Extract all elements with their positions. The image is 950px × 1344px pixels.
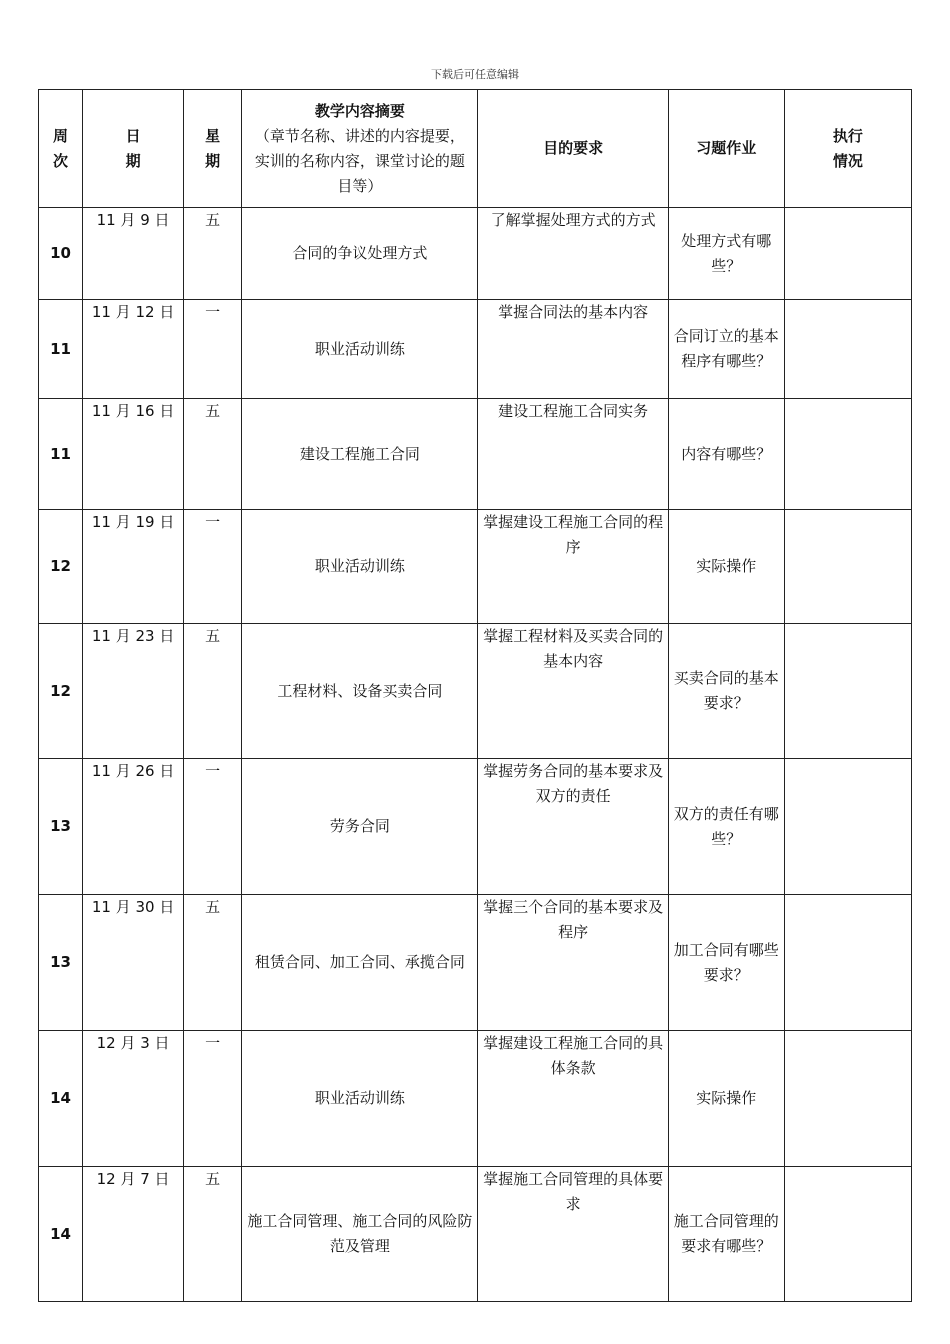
cell-week: 12 bbox=[39, 510, 83, 624]
cell-goal: 掌握施工合同管理的具体要求 bbox=[478, 1167, 668, 1302]
cell-homework: 合同订立的基本程序有哪些？ bbox=[668, 300, 784, 399]
cell-week: 14 bbox=[39, 1167, 83, 1302]
cell-exec bbox=[784, 208, 911, 300]
cell-day: 五 bbox=[184, 1167, 242, 1302]
cell-content: 职业活动训练 bbox=[242, 300, 478, 399]
cell-content: 建设工程施工合同 bbox=[242, 399, 478, 510]
cell-day: 一 bbox=[184, 1031, 242, 1167]
header-content-title: 教学内容摘要 bbox=[314, 101, 405, 120]
table-row bbox=[39, 895, 912, 1031]
header-day: 星 期 bbox=[184, 90, 242, 208]
header-exec: 执行 情况 bbox=[784, 90, 911, 208]
cell-date: 11 月 19 日 bbox=[83, 510, 184, 624]
cell-week: 11 bbox=[39, 399, 83, 510]
cell-day: 五 bbox=[184, 399, 242, 510]
cell-week: 13 bbox=[39, 895, 83, 1031]
cell-homework: 处理方式有哪些？ bbox=[668, 208, 784, 300]
cell-day: 五 bbox=[184, 208, 242, 300]
cell-date: 11 月 12 日 bbox=[83, 300, 184, 399]
cell-date: 11 月 30 日 bbox=[83, 895, 184, 1031]
cell-date: 11 月 9 日 bbox=[83, 208, 184, 300]
cell-goal: 掌握合同法的基本内容 bbox=[478, 300, 668, 399]
cell-homework: 实际操作 bbox=[668, 510, 784, 624]
table-row bbox=[39, 208, 912, 300]
cell-exec bbox=[784, 1167, 911, 1302]
cell-homework: 内容有哪些？ bbox=[668, 399, 784, 510]
cell-homework: 施工合同管理的要求有哪些？ bbox=[668, 1167, 784, 1302]
header-content bbox=[242, 90, 478, 208]
cell-goal: 掌握三个合同的基本要求及程序 bbox=[478, 895, 668, 1031]
cell-content: 职业活动训练 bbox=[242, 1031, 478, 1167]
cell-day: 一 bbox=[184, 300, 242, 399]
cell-content: 工程材料、设备买卖合同 bbox=[242, 624, 478, 759]
cell-content: 施工合同管理、施工合同的风险防范及管理 bbox=[242, 1167, 478, 1302]
cell-day: 五 bbox=[184, 624, 242, 759]
header-date: 日 期 bbox=[83, 90, 184, 208]
cell-day: 一 bbox=[184, 510, 242, 624]
cell-exec bbox=[784, 759, 911, 895]
cell-content: 合同的争议处理方式 bbox=[242, 208, 478, 300]
header-homework: 习题作业 bbox=[668, 90, 784, 208]
table-row bbox=[39, 300, 912, 399]
teaching-schedule-table bbox=[38, 89, 912, 1302]
cell-day: 一 bbox=[184, 759, 242, 895]
cell-exec bbox=[784, 399, 911, 510]
cell-date: 11 月 23 日 bbox=[83, 624, 184, 759]
cell-week: 12 bbox=[39, 624, 83, 759]
cell-exec bbox=[784, 510, 911, 624]
cell-week: 14 bbox=[39, 1031, 83, 1167]
cell-homework: 买卖合同的基本要求？ bbox=[668, 624, 784, 759]
cell-week: 11 bbox=[39, 300, 83, 399]
cell-exec bbox=[784, 1031, 911, 1167]
table-row bbox=[39, 399, 912, 510]
header-row bbox=[39, 90, 912, 208]
cell-date: 11 月 16 日 bbox=[83, 399, 184, 510]
cell-homework: 实际操作 bbox=[668, 1031, 784, 1167]
cell-homework: 加工合同有哪些要求？ bbox=[668, 895, 784, 1031]
cell-date: 11 月 26 日 bbox=[83, 759, 184, 895]
cell-goal: 建设工程施工合同实务 bbox=[478, 399, 668, 510]
watermark-text: 下载后可任意编辑 bbox=[431, 68, 519, 81]
table-row bbox=[39, 1167, 912, 1302]
cell-content: 租赁合同、加工合同、承揽合同 bbox=[242, 895, 478, 1031]
cell-goal: 掌握劳务合同的基本要求及双方的责任 bbox=[478, 759, 668, 895]
table-row bbox=[39, 510, 912, 624]
table-row bbox=[39, 624, 912, 759]
cell-day: 五 bbox=[184, 895, 242, 1031]
header-goal: 目的要求 bbox=[478, 90, 668, 208]
header-week: 周 次 bbox=[39, 90, 83, 208]
cell-week: 10 bbox=[39, 208, 83, 300]
cell-homework: 双方的责任有哪些？ bbox=[668, 759, 784, 895]
cell-goal: 掌握工程材料及买卖合同的基本内容 bbox=[478, 624, 668, 759]
cell-exec bbox=[784, 300, 911, 399]
cell-date: 12 月 7 日 bbox=[83, 1167, 184, 1302]
cell-content: 劳务合同 bbox=[242, 759, 478, 895]
table-row bbox=[39, 759, 912, 895]
cell-goal: 了解掌握处理方式的方式 bbox=[478, 208, 668, 300]
cell-exec bbox=[784, 895, 911, 1031]
header-content-subtitle: （章节名称、讲述的内容提要，实训的名称内容，课堂讨论的题目等） bbox=[254, 126, 465, 195]
cell-goal: 掌握建设工程施工合同的具体条款 bbox=[478, 1031, 668, 1167]
cell-exec bbox=[784, 624, 911, 759]
cell-date: 12 月 3 日 bbox=[83, 1031, 184, 1167]
cell-goal: 掌握建设工程施工合同的程序 bbox=[478, 510, 668, 624]
cell-content: 职业活动训练 bbox=[242, 510, 478, 624]
cell-week: 13 bbox=[39, 759, 83, 895]
table-row bbox=[39, 1031, 912, 1167]
